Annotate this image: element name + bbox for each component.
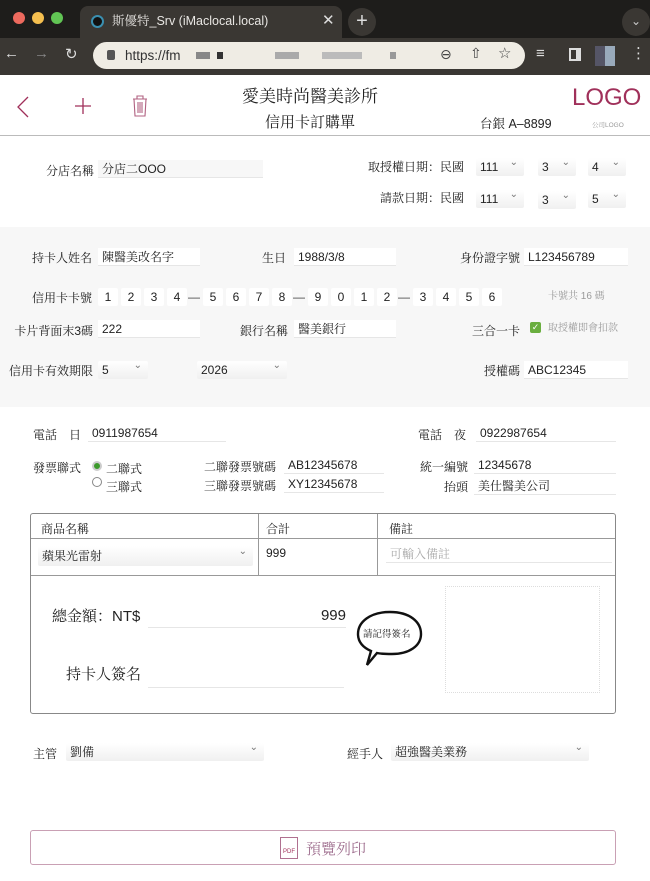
logo: LOGO bbox=[572, 84, 642, 111]
card-number-dash: — bbox=[398, 290, 410, 304]
card-digit-input[interactable]: 2 bbox=[377, 288, 397, 306]
tab-list-chevron-icon[interactable]: ⌄ bbox=[622, 8, 650, 36]
cvv-label: 卡片背面末3碼 bbox=[14, 324, 93, 338]
header-divider bbox=[0, 135, 650, 136]
card-digit-input[interactable]: 4 bbox=[436, 288, 456, 306]
combo-card-label: 三合一卡 bbox=[471, 324, 520, 338]
invoice-2-radio[interactable] bbox=[92, 461, 102, 471]
night-phone-label: 電話 夜 bbox=[418, 428, 467, 442]
invoice-no2-label: 二聯發票號碼 bbox=[203, 460, 276, 474]
card-number-label: 信用卡卡號 bbox=[31, 291, 92, 305]
auth-year-select[interactable]: 111 ⌄ bbox=[476, 158, 524, 176]
combo-card-hint: 取授權即會扣款 bbox=[548, 323, 618, 334]
invoice-type-label: 發票聯式 bbox=[33, 461, 82, 475]
site-favicon-icon bbox=[91, 15, 104, 28]
day-phone-input[interactable]: 0911987654 bbox=[88, 424, 226, 442]
birthday-label: 生日 bbox=[261, 251, 286, 265]
card-digit-input[interactable]: 5 bbox=[203, 288, 223, 306]
expiry-month-select[interactable]: 5 ⌄ bbox=[98, 361, 148, 379]
handler-label: 經手人 bbox=[347, 747, 384, 761]
logo-caption: 公司LOGO bbox=[592, 122, 624, 129]
cvv-input[interactable]: 222 bbox=[98, 320, 200, 338]
id-input[interactable]: L123456789 bbox=[524, 248, 628, 266]
bank-code: 台銀 A–8899 bbox=[480, 117, 552, 131]
table-divider bbox=[377, 514, 378, 575]
card-number-dash: — bbox=[188, 290, 200, 304]
address-bar[interactable] bbox=[93, 42, 525, 69]
header-note: 備註 bbox=[389, 522, 414, 536]
table-divider bbox=[258, 514, 259, 575]
handler-select[interactable]: 超強醫美業務 ⌄ bbox=[391, 743, 589, 761]
card-digit-input[interactable]: 6 bbox=[482, 288, 502, 306]
redacted-url bbox=[196, 52, 210, 59]
invoice-title-input[interactable]: 美仕醫美公司 bbox=[474, 477, 616, 495]
close-tab-icon[interactable]: ✕ bbox=[322, 12, 335, 29]
speech-bubble-text: 請記得簽名 bbox=[363, 629, 411, 640]
minimize-window-button[interactable] bbox=[32, 12, 44, 24]
header-product: 商品名稱 bbox=[41, 522, 90, 536]
branch-label: 分店名稱 bbox=[45, 164, 94, 178]
card-digit-input[interactable]: 2 bbox=[121, 288, 141, 306]
tax-id-label: 統一編號 bbox=[419, 460, 468, 474]
zoom-icon[interactable]: ⊖ bbox=[440, 46, 452, 62]
add-icon[interactable] bbox=[73, 96, 93, 116]
birthday-input[interactable]: 1988/3/8 bbox=[294, 248, 396, 266]
signature-pad[interactable] bbox=[445, 586, 600, 693]
back-icon[interactable]: ← bbox=[4, 45, 19, 62]
card-digit-input[interactable]: 8 bbox=[272, 288, 292, 306]
manager-select[interactable]: 劉備 ⌄ bbox=[66, 743, 264, 761]
tax-id-input[interactable]: 12345678 bbox=[474, 456, 616, 474]
card-digit-input[interactable]: 6 bbox=[226, 288, 246, 306]
manager-label: 主管 bbox=[33, 747, 58, 761]
bill-day-select[interactable]: 5 ⌄ bbox=[588, 190, 626, 208]
invoice-no3-label: 三聯發票號碼 bbox=[203, 479, 276, 493]
profile-avatar[interactable] bbox=[595, 46, 615, 66]
table-divider bbox=[31, 538, 615, 539]
auth-date-label: 取授權日期：民國 bbox=[367, 160, 464, 174]
close-window-button[interactable] bbox=[13, 12, 25, 24]
lock-icon bbox=[107, 50, 115, 60]
bank-label: 銀行名稱 bbox=[239, 324, 288, 338]
bank-input[interactable]: 醫美銀行 bbox=[294, 320, 396, 338]
id-label: 身份證字號 bbox=[459, 251, 520, 265]
card-digit-input[interactable]: 9 bbox=[308, 288, 328, 306]
card-digit-input[interactable]: 0 bbox=[331, 288, 351, 306]
clinic-name: 愛美時尚醫美診所 bbox=[242, 87, 378, 106]
auth-month-select[interactable]: 3 ⌄ bbox=[538, 158, 576, 176]
redacted-url bbox=[390, 52, 396, 59]
amount-value: 999 bbox=[266, 546, 287, 560]
combo-card-checkbox[interactable]: ✓ bbox=[531, 322, 540, 332]
header-total: 合計 bbox=[266, 522, 291, 536]
auth-day-select[interactable]: 4 ⌄ bbox=[588, 158, 626, 176]
day-phone-label: 電話 日 bbox=[33, 428, 82, 442]
side-panel-icon[interactable] bbox=[569, 48, 581, 61]
menu-icon[interactable]: ⋮ bbox=[631, 45, 646, 62]
forward-icon[interactable]: → bbox=[34, 45, 49, 62]
invoice-3-label: 三聯式 bbox=[106, 480, 143, 494]
holder-input[interactable]: 陳醫美改名字 bbox=[98, 248, 200, 266]
share-icon[interactable]: ⇧ bbox=[470, 45, 482, 61]
note-input[interactable]: 可輸入備註 bbox=[386, 545, 612, 563]
total-label: 總金額：NT$ bbox=[52, 608, 141, 625]
bill-year-select[interactable]: 111 ⌄ bbox=[476, 190, 524, 208]
card-number-dash: — bbox=[293, 290, 305, 304]
auth-code-input[interactable]: ABC12345 bbox=[524, 361, 628, 379]
expiry-year-select[interactable]: 2026 ⌄ bbox=[197, 361, 287, 379]
pdf-icon-label: PDF bbox=[283, 849, 295, 855]
invoice-title-label: 抬頭 bbox=[443, 480, 468, 494]
form-title: 信用卡訂購單 bbox=[264, 114, 355, 131]
invoice-no2-input[interactable]: AB12345678 bbox=[284, 456, 384, 474]
maximize-window-button[interactable] bbox=[51, 12, 63, 24]
print-preview-label: 預覽列印 bbox=[306, 841, 367, 858]
signature-label: 持卡人簽名 bbox=[66, 666, 142, 683]
card-digit-input[interactable]: 4 bbox=[167, 288, 187, 306]
tab-title: 斯優特_Srv (iMaclocal.local) bbox=[112, 14, 269, 28]
bill-date-label: 請款日期：民國 bbox=[379, 191, 464, 205]
trash-icon[interactable] bbox=[131, 94, 149, 118]
card-digit-input[interactable]: 5 bbox=[459, 288, 479, 306]
bill-month-select[interactable]: 3 ⌄ bbox=[538, 191, 576, 209]
branch-input[interactable]: 分店二OOO bbox=[98, 160, 263, 178]
pdf-icon bbox=[280, 837, 298, 859]
back-arrow-icon[interactable] bbox=[15, 95, 31, 119]
card-digit-input[interactable]: 1 bbox=[98, 288, 118, 306]
redacted-url bbox=[322, 52, 362, 59]
product-select[interactable]: 蘋果光雷射 ⌄ bbox=[38, 546, 253, 566]
redacted-url bbox=[275, 52, 299, 59]
card-digit-input[interactable]: 1 bbox=[354, 288, 374, 306]
new-tab-icon[interactable]: + bbox=[348, 8, 376, 36]
card-number-hint: 卡號共 16 碼 bbox=[548, 291, 605, 302]
expiry-label: 信用卡有效期限 bbox=[8, 364, 93, 378]
card-digit-input[interactable]: 3 bbox=[413, 288, 433, 306]
card-digit-input[interactable]: 3 bbox=[144, 288, 164, 306]
reload-icon[interactable]: ↻ bbox=[65, 46, 78, 63]
night-phone-input[interactable]: 0922987654 bbox=[476, 424, 616, 442]
invoice-3-radio[interactable] bbox=[92, 477, 102, 487]
url-text: https://fm bbox=[125, 48, 181, 63]
auth-code-label: 授權碼 bbox=[483, 364, 520, 378]
signature-line bbox=[148, 687, 344, 688]
browser-tab[interactable] bbox=[80, 6, 342, 38]
invoice-no3-input[interactable]: XY12345678 bbox=[284, 475, 384, 493]
reading-list-icon[interactable]: ≡ bbox=[536, 45, 545, 62]
bookmark-star-icon[interactable]: ☆ bbox=[498, 45, 512, 62]
invoice-2-label: 二聯式 bbox=[106, 462, 143, 476]
card-digit-input[interactable]: 7 bbox=[249, 288, 269, 306]
redacted-url bbox=[217, 52, 223, 59]
holder-label: 持卡人姓名 bbox=[31, 251, 92, 265]
table-divider bbox=[31, 575, 615, 576]
total-value: 999 bbox=[148, 607, 346, 628]
